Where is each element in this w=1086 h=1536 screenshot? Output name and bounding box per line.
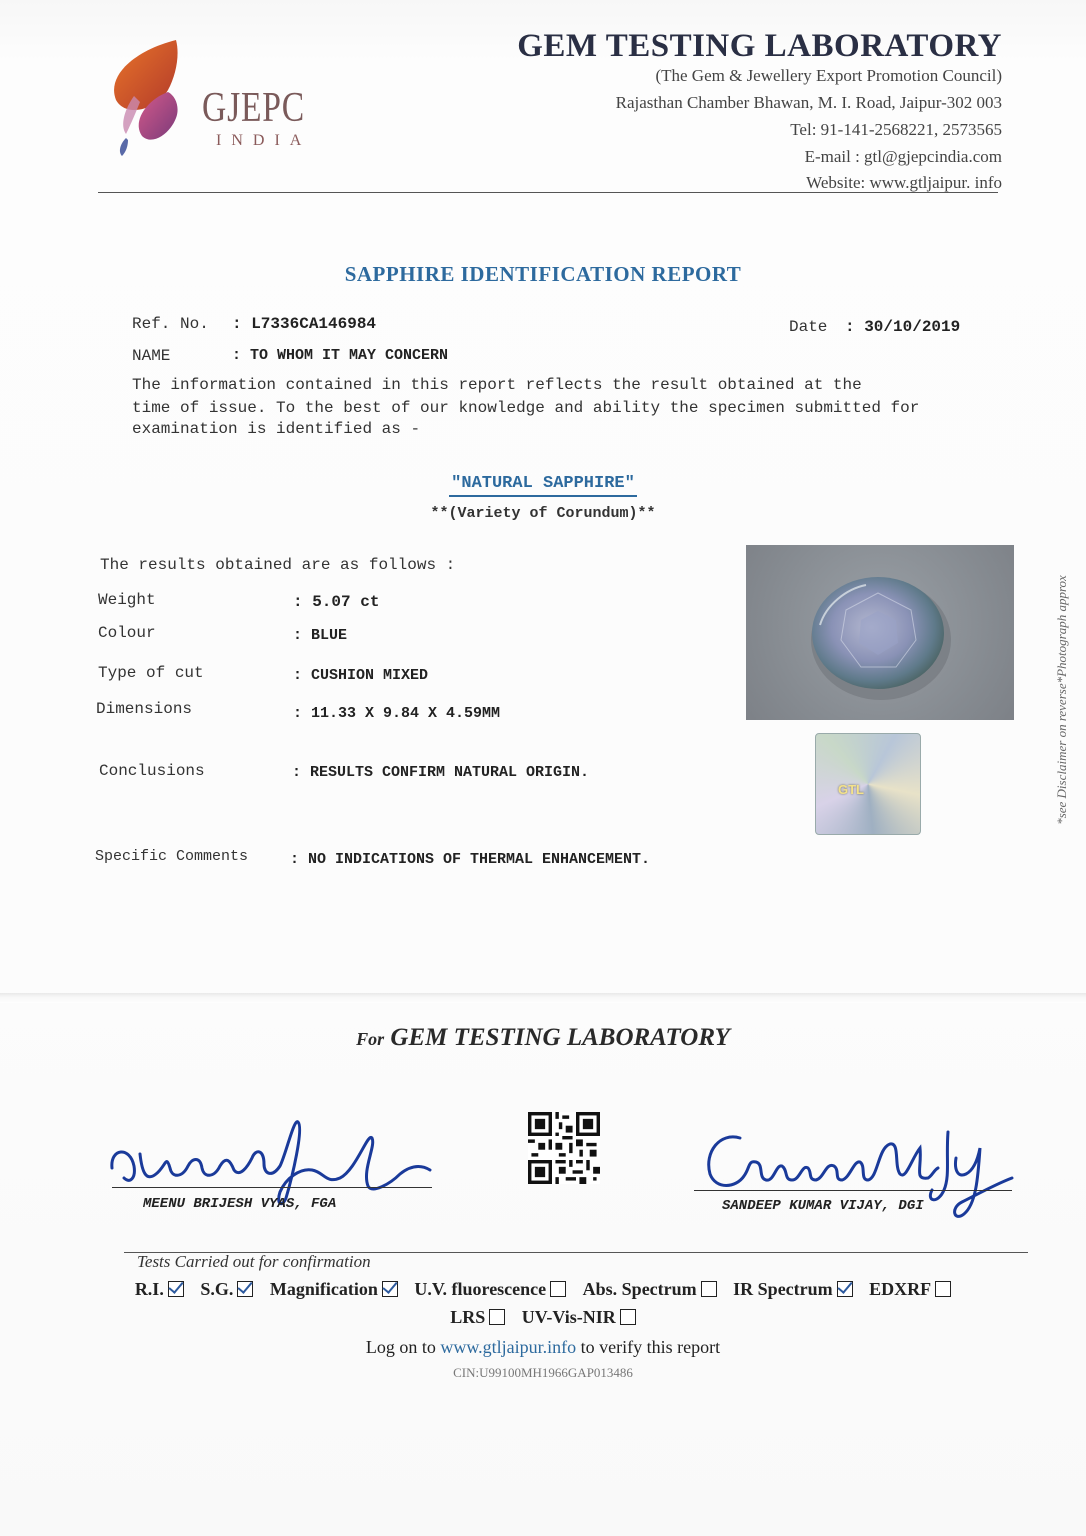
test-uv-vis-nir: UV-Vis-NIR: [522, 1307, 636, 1328]
colour-value: : BLUE: [293, 627, 348, 644]
weight-value: : 5.07 ct: [293, 593, 380, 611]
checkbox-checked-icon: [837, 1281, 853, 1297]
dimensions-label: Dimensions: [96, 700, 193, 718]
identification-heading: [0, 474, 1086, 493]
signature-line-1: [112, 1187, 432, 1188]
lab-website: Website: www.gtljaipur. info: [806, 173, 1002, 192]
dimensions-value: : 11.33 X 9.84 X 4.59MM: [293, 705, 501, 722]
checkbox-empty-icon: [489, 1309, 505, 1325]
checkbox-checked-icon: [237, 1281, 253, 1297]
tests-row-2: [0, 1307, 1086, 1328]
paper-fold: [0, 993, 1086, 1003]
test-abs-spectrum: Abs. Spectrum: [583, 1279, 717, 1300]
for-prefix: For: [356, 1029, 385, 1049]
ref-label: Ref. No.: [132, 315, 209, 333]
test-ri: R.I.: [135, 1279, 184, 1300]
signer-2-name: SANDEEP KUMAR VIJAY, DGI: [722, 1198, 924, 1214]
logo-subtitle: INDIA: [216, 132, 312, 149]
tests-row-1: [0, 1279, 1086, 1300]
test-sg: S.G.: [200, 1279, 253, 1300]
checkbox-empty-icon: [620, 1309, 636, 1325]
cin-number: CIN:U99100MH1966GAP013486: [453, 1365, 633, 1380]
qr-code-icon: [528, 1112, 600, 1184]
lab-telephone: Tel: 91-141-2568221, 2573565: [790, 120, 1002, 139]
lab-name: GEM TESTING LABORATORY: [517, 28, 1002, 64]
comments-value: : NO INDICATIONS OF THERMAL ENHANCEMENT.: [290, 851, 651, 868]
checkbox-empty-icon: [550, 1281, 566, 1297]
test-lrs: LRS: [450, 1307, 505, 1328]
intro-line-3: examination is identified as -: [132, 420, 421, 438]
conclusions-value: : RESULTS CONFIRM NATURAL ORIGIN.: [292, 764, 590, 781]
council-name: (The Gem & Jewellery Export Promotion Council): [655, 66, 1002, 85]
ref-value: : L7336CA146984: [232, 315, 377, 333]
checkbox-checked-icon: [168, 1281, 184, 1297]
checkbox-empty-icon: [935, 1281, 951, 1297]
results-intro: The results obtained are as follows :: [100, 556, 456, 574]
photo-disclaimer-note: *see Disclaimer on reverse*Photograph approx: [1054, 575, 1069, 825]
date-value: : 30/10/2019: [845, 318, 961, 336]
verify-prefix: Log on to: [365, 1337, 436, 1357]
verify-link[interactable]: www.gtljaipur.info: [440, 1337, 577, 1357]
for-lab-name: GEM TESTING LABORATORY: [390, 1024, 730, 1051]
checkbox-checked-icon: [382, 1281, 398, 1297]
hologram-text: GTL: [838, 782, 864, 797]
logo-wordmark: GJEPC: [202, 85, 305, 131]
for-lab-heading: [0, 1024, 1086, 1052]
checkbox-empty-icon: [701, 1281, 717, 1297]
weight-label: Weight: [98, 591, 156, 609]
gemstone-photo: [746, 545, 1014, 720]
colour-label: Colour: [98, 624, 156, 642]
gtl-hologram-seal: [815, 733, 921, 835]
test-uv-fluorescence: U.V. fluorescence: [414, 1279, 566, 1300]
identification-text: "NATURAL SAPPHIRE": [449, 474, 637, 497]
gemstone-image-icon: [746, 545, 1014, 720]
conclusions-label: Conclusions: [99, 762, 205, 780]
cut-value: : CUSHION MIXED: [293, 667, 429, 684]
lab-email: E-mail : gtl@gjepcindia.com: [804, 147, 1002, 166]
variety-subtitle: **(Variety of Corundum)**: [430, 505, 656, 522]
tests-title: Tests Carried out for confirmation: [137, 1252, 371, 1271]
test-magnification: Magnification: [270, 1279, 398, 1300]
test-ir-spectrum: IR Spectrum: [733, 1279, 853, 1300]
name-label: NAME: [132, 347, 171, 365]
date-label: Date: [789, 318, 828, 336]
intro-line-2: time of issue. To the best of our knowledge and ability the specimen submitted for: [132, 399, 920, 417]
intro-line-1: The information contained in this report reflects the result obtained at the: [132, 376, 862, 394]
comments-label: Specific Comments: [95, 848, 249, 865]
signature-line-2: [694, 1190, 1012, 1191]
lab-address: Rajasthan Chamber Bhawan, M. I. Road, Jaipur-302 003: [615, 93, 1002, 112]
test-edxrf: EDXRF: [869, 1279, 951, 1300]
verify-line: [0, 1337, 1086, 1358]
header-divider: [98, 192, 998, 193]
cut-label: Type of cut: [98, 664, 204, 682]
verify-suffix: to verify this report: [580, 1337, 721, 1357]
name-value: : TO WHOM IT MAY CONCERN: [232, 347, 449, 364]
signer-1-name: MEENU BRIJESH VYAS, FGA: [143, 1196, 337, 1212]
report-title: SAPPHIRE IDENTIFICATION REPORT: [344, 262, 742, 286]
